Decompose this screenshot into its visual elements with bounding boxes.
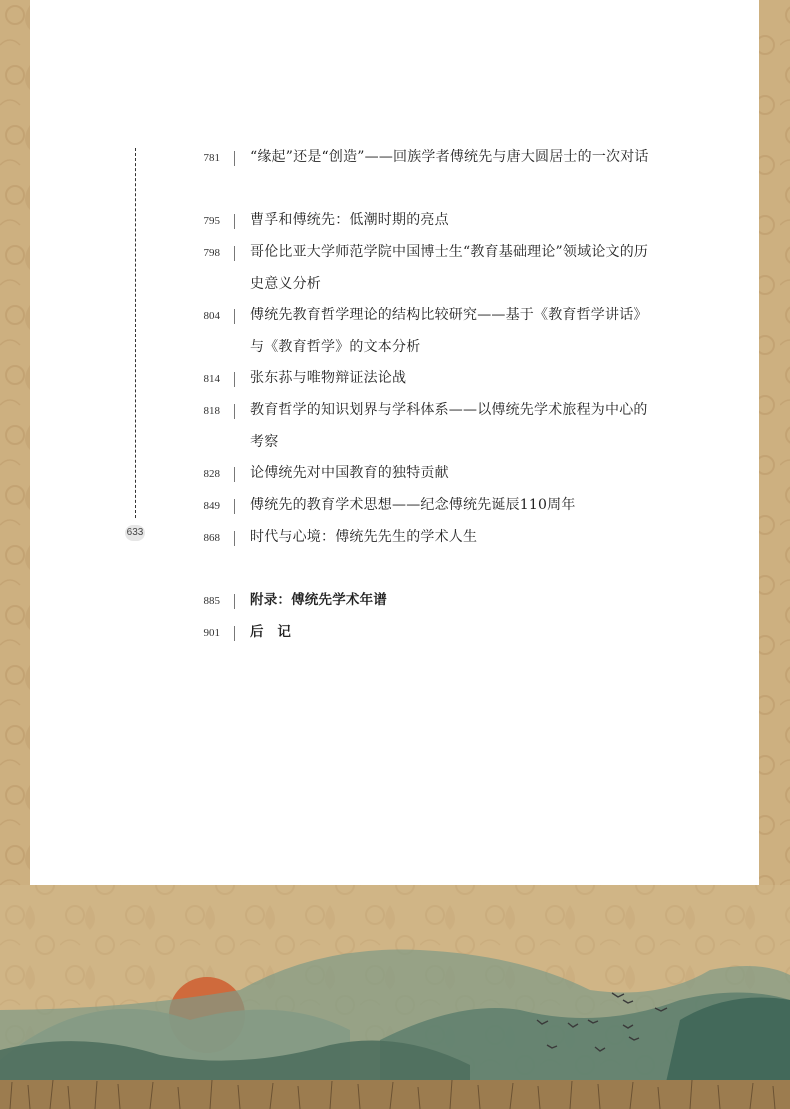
toc-separator: [234, 214, 235, 229]
toc-page-ref: 798: [203, 247, 220, 259]
toc-separator: [234, 309, 235, 324]
toc-title: 曹孚和傅统先：低潮时期的亮点: [250, 212, 449, 228]
toc-title: 张东荪与唯物辩证法论战: [250, 370, 407, 386]
toc-separator: [234, 151, 235, 166]
dashed-margin-rule: [135, 148, 136, 518]
page-number: 633: [125, 525, 145, 541]
toc-page-ref: 814: [203, 373, 220, 385]
toc-title: 傅统先教育哲学理论的结构比较研究——基于《教育哲学讲话》与《教育哲学》的文本分析: [250, 307, 648, 355]
toc-page-ref: 885: [203, 595, 220, 607]
toc-page-ref: 781: [203, 152, 220, 164]
toc-separator: [234, 246, 235, 261]
toc-title: 附录：傅统先学术年谱: [250, 592, 387, 608]
toc-page: [30, 0, 759, 885]
toc-page-ref: 818: [203, 405, 220, 417]
toc-separator: [234, 626, 235, 641]
toc-separator: [234, 499, 235, 514]
toc-separator: [234, 372, 235, 387]
toc-title: 论傅统先对中国教育的独特贡献: [250, 465, 449, 481]
toc-page-ref: 849: [203, 500, 220, 512]
toc-page-ref: 795: [203, 215, 220, 227]
toc-title: 教育哲学的知识划界与学科体系——以傅统先学术旅程为中心的考察: [250, 402, 648, 450]
toc-separator: [234, 467, 235, 482]
toc-title: 时代与心境：傅统先先生的学术人生: [250, 529, 478, 545]
toc-page-ref: 901: [203, 627, 220, 639]
toc-separator: [234, 531, 235, 546]
toc-page-ref: 868: [203, 532, 220, 544]
toc-title: 哥伦比亚大学师范学院中国博士生“教育基础理论”领域论文的历史意义分析: [250, 244, 649, 292]
toc-title: 傅统先的教育学术思想——纪念傅统先诞辰110周年: [250, 497, 576, 513]
toc-page-ref: 804: [203, 310, 220, 322]
toc-page-ref: 828: [203, 468, 220, 480]
toc-title: 后 记: [250, 624, 292, 640]
toc-title: “缘起”还是“创造”——回族学者傅统先与唐大圆居士的一次对话: [250, 149, 649, 165]
toc-separator: [234, 404, 235, 419]
toc-separator: [234, 594, 235, 609]
